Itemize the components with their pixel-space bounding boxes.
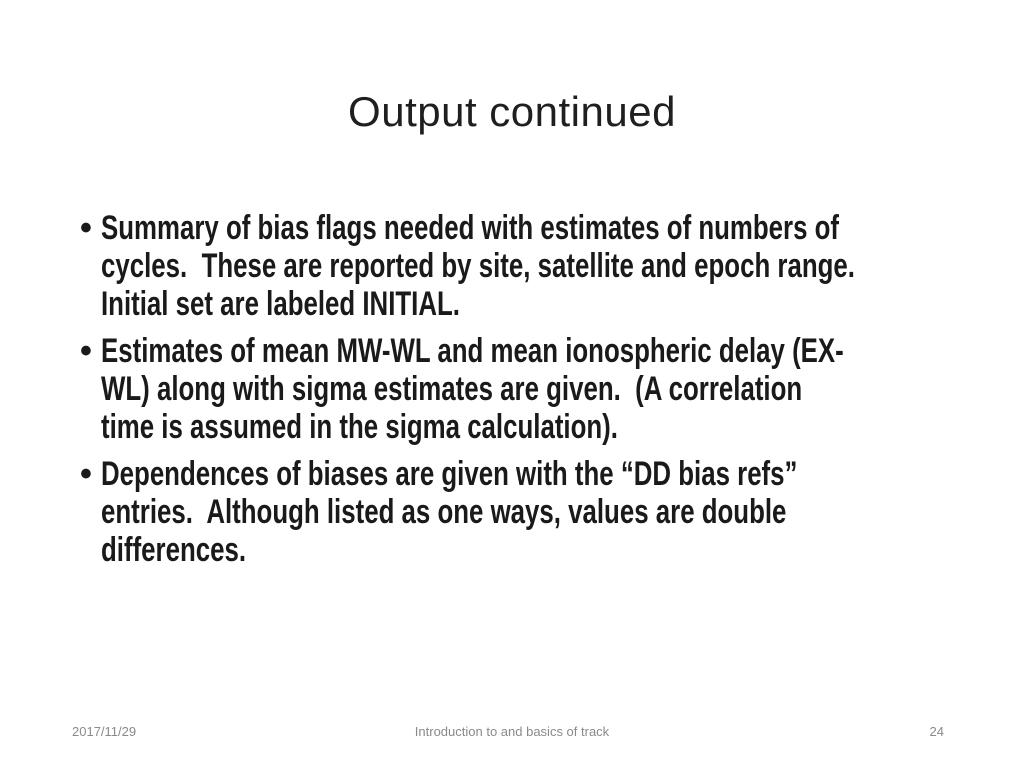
bullet-1-line-1: Summary of bias flags needed with estimates of numbers of [101, 209, 840, 247]
bullet-item-1 [80, 209, 980, 323]
bullet-1-line-2: cycles. These are reported by site, satellite and epoch range. [101, 247, 855, 285]
bullet-2-line-1: Estimates of mean MW-WL and mean ionospheric delay (EX- [101, 332, 844, 370]
bullet-item-3 [80, 455, 980, 569]
footer-page-number: 24 [929, 724, 944, 739]
footer-presentation-title: Introduction to and basics of track [414, 724, 610, 739]
slide-title: Output continued [348, 88, 676, 135]
bullet-3-line-2: entries. Although listed as one ways, values are double [101, 493, 787, 531]
bullet-2-line-2: WL) along with sigma estimates are given. (A correlation [101, 370, 803, 408]
bullet-3-line-1: Dependences of biases are given with the “DD bias refs” [101, 455, 798, 493]
slide-body [80, 209, 980, 578]
bullet-item-2 [80, 332, 980, 446]
slide-footer [0, 724, 1024, 744]
bullet-3-line-3: differences. [101, 531, 247, 569]
bullet-1-line-3: Initial set are labeled INITIAL. [101, 285, 460, 323]
bullet-icon: • [80, 332, 92, 370]
bullet-icon: • [80, 209, 92, 247]
bullet-icon: • [80, 455, 92, 493]
footer-date: 2017/11/29 [72, 724, 137, 739]
bullet-2-line-3: time is assumed in the sigma calculation). [101, 408, 618, 446]
